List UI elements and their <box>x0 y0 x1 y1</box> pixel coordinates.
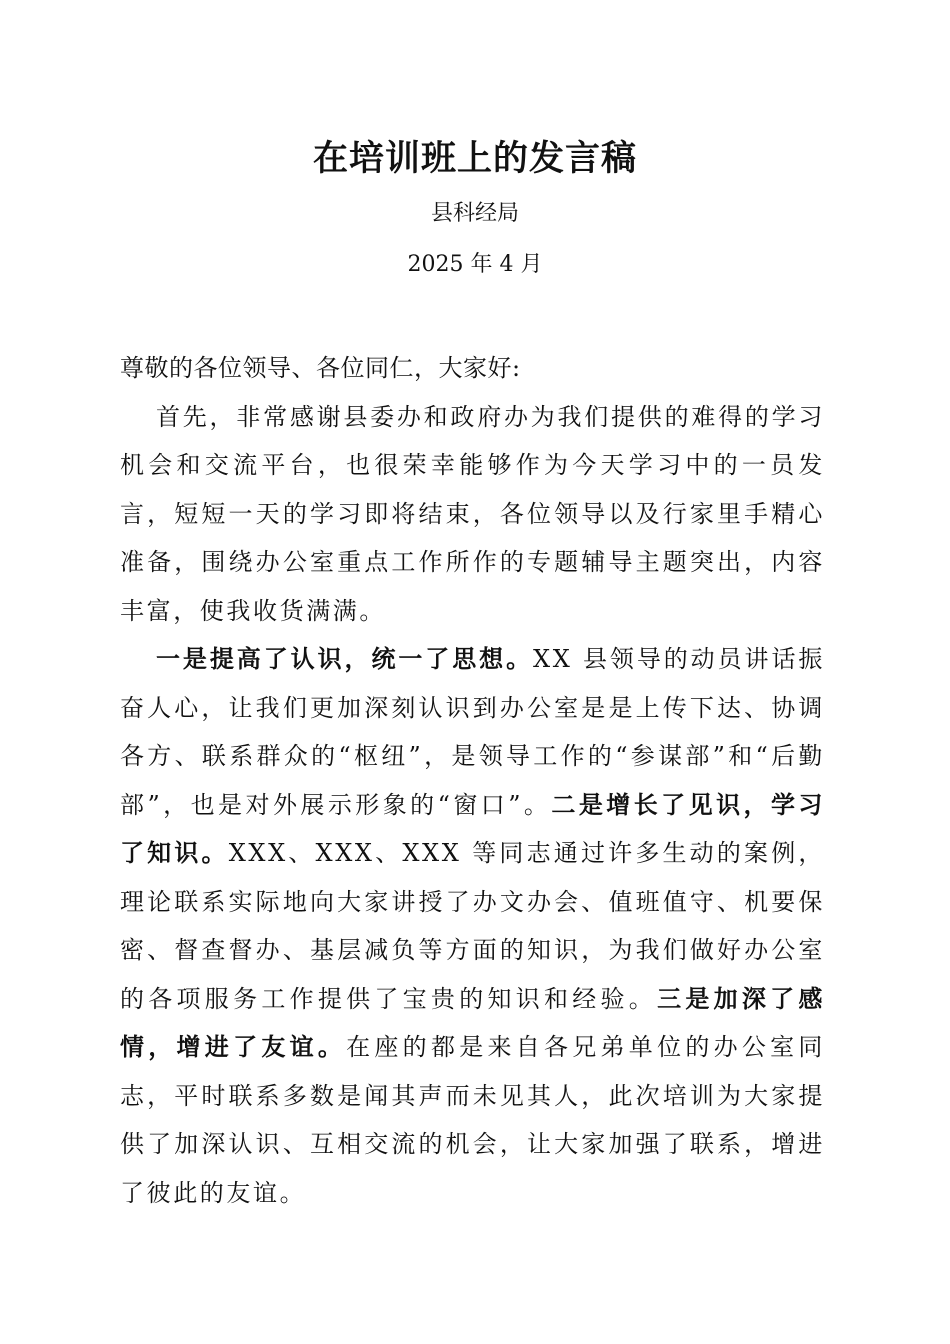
point1-text: XX 县领导的动员讲话振奋人心，让我们更加深刻认识到办公室是是上传下达、协调各方、联系群众的“枢纽”，是领导工作的“参谋部”和“后勤部”，也是对外展示形象的“窗口”。 <box>120 645 826 819</box>
document-body <box>120 344 825 1217</box>
salutation: 尊敬的各位领导、各位同仁，大家好: <box>120 354 521 382</box>
paragraph-points <box>120 635 825 1217</box>
point3-heading: 三是加深了感情，增进了友谊。 <box>120 983 825 1061</box>
document-author: 县科经局 <box>430 201 519 226</box>
point3-text: 在座的都是来自各兄弟单位的办公室同志，平时联系多数是闻其声而未见其人，此次培训为大家提供了加深认识、互相交流的机会，让大家加强了联系，增进了彼此的友谊。 <box>120 1033 825 1207</box>
document-date: 2025 年 4 月 <box>407 252 543 277</box>
point1-heading: 一是提高了认识，统一了思想。 <box>156 644 534 673</box>
point2-heading: 二是增长了见识，学习了知识。 <box>120 789 825 867</box>
point2-text: XXX、XXX、XXX 等同志通过许多生动的案例，理论联系实际地向大家讲授了办文办会、值班值守、机要保密、督查督办、基层减负等方面的知识，为我们做好办公室的各项服务工作提供了宝贵的知识和经验。 <box>120 839 826 1013</box>
paragraph-intro: 首先，非常感谢县委办和政府办为我们提供的难得的学习机会和交流平台，也很荣幸能够作为今天学习中的一员发言，短短一天的学习即将结束，各位领导以及行家里手精心准备，围绕办公室重点工作所作的专题辅导主题突出，内容丰富，使我收货满满。 <box>120 402 825 625</box>
document-title: 在培训班上的发言稿 <box>312 138 637 179</box>
